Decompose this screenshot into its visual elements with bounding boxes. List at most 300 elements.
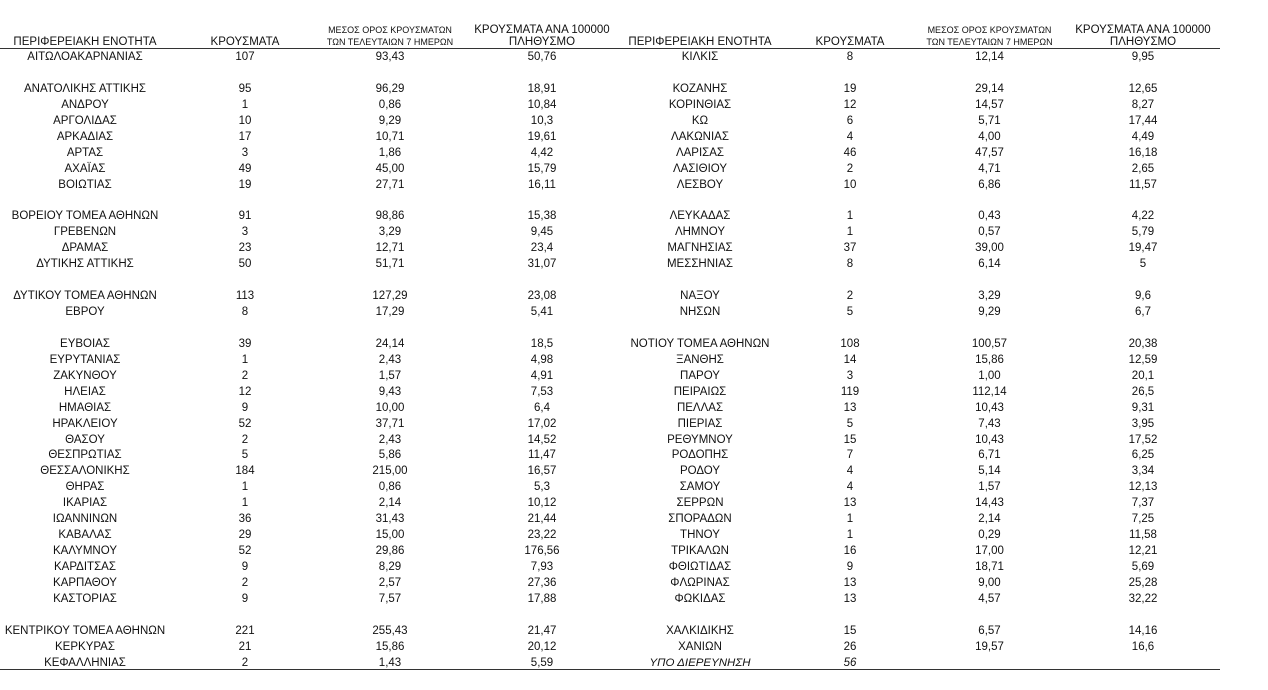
cell-region: ΕΥΡΥΤΑΝΙΑΣ bbox=[49, 353, 121, 366]
table-row bbox=[0, 146, 620, 162]
table-row bbox=[620, 624, 1268, 640]
header-per100k-right-line2: ΠΛΗΘΥΣΜΟ bbox=[1109, 36, 1177, 48]
table-row bbox=[0, 385, 620, 401]
cell-avg7: 6,71 bbox=[978, 449, 1001, 462]
cell-avg7: 3,29 bbox=[378, 226, 402, 239]
table-row bbox=[620, 321, 1268, 337]
cell-region: ΡΟΔΟΥ bbox=[679, 465, 721, 478]
header-region-right: ΠΕΡΙΦΕΡΕΙΑΚΗ ΕΝΟΤΗΤΑ bbox=[628, 36, 772, 48]
cell-avg7: 31,43 bbox=[375, 513, 405, 526]
cell-cases: 10 bbox=[843, 178, 857, 191]
table-row bbox=[0, 624, 620, 640]
cell-cases: 50 bbox=[238, 258, 252, 271]
cell-avg7: 215,00 bbox=[372, 465, 408, 478]
table-row bbox=[0, 528, 620, 544]
cell-avg7: 255,43 bbox=[372, 624, 408, 637]
cell-region: ΧΑΛΚΙΔΙΚΗΣ bbox=[666, 624, 734, 637]
cell-region: ΛΑΡΙΣΑΣ bbox=[675, 146, 725, 159]
table-row bbox=[620, 82, 1268, 98]
table-row bbox=[0, 496, 620, 512]
cell-region: ΒΟΡΕΙΟΥ ΤΟΜΕΑ ΑΘΗΝΩΝ bbox=[11, 210, 159, 223]
table-row bbox=[620, 480, 1268, 496]
cell-region: ΓΡΕΒΕΝΩΝ bbox=[53, 226, 117, 239]
cell-cases: 1 bbox=[846, 210, 854, 223]
table-row bbox=[620, 464, 1268, 480]
cell-avg7: 19,57 bbox=[975, 640, 1004, 653]
cell-cases: 108 bbox=[840, 337, 860, 350]
cell-per100k: 15,38 bbox=[527, 210, 557, 223]
cell-avg7: 6,86 bbox=[978, 178, 1001, 191]
cell-avg7: 51,71 bbox=[375, 258, 405, 271]
table-row bbox=[0, 353, 620, 369]
table-row bbox=[0, 289, 620, 305]
cell-per100k: 7,53 bbox=[530, 385, 554, 398]
cell-avg7: 29,86 bbox=[375, 545, 405, 558]
cell-per100k: 20,1 bbox=[1131, 369, 1155, 382]
cell-avg7: 47,57 bbox=[975, 146, 1004, 159]
cell-cases: 2 bbox=[241, 576, 249, 589]
header-per100k-right bbox=[1068, 24, 1218, 48]
cell-region: ΑΡΤΑΣ bbox=[66, 146, 104, 159]
cell-region: ΠΕΛΛΑΣ bbox=[676, 401, 724, 414]
cell-region: ΑΡΚΑΔΙΑΣ bbox=[56, 130, 114, 143]
cell-avg7: 4,57 bbox=[978, 592, 1001, 605]
cell-cases: 2 bbox=[846, 290, 854, 303]
cell-per100k: 16,18 bbox=[1128, 146, 1158, 159]
table-row bbox=[0, 592, 620, 608]
header-avg7-line2: ΤΩΝ ΤΕΛΕΥΤΑΙΩΝ 7 ΗΜΕΡΩΝ bbox=[326, 37, 454, 47]
cell-avg7: 2,57 bbox=[378, 576, 402, 589]
cell-per100k: 21,47 bbox=[527, 624, 557, 637]
cell-region: ΜΕΣΣΗΝΙΑΣ bbox=[666, 258, 734, 271]
table-row bbox=[620, 337, 1268, 353]
header-region: ΠΕΡΙΦΕΡΕΙΑΚΗ ΕΝΟΤΗΤΑ bbox=[13, 36, 157, 48]
cell-cases: 2 bbox=[846, 162, 854, 175]
cell-avg7: 29,14 bbox=[975, 82, 1004, 95]
table-row bbox=[620, 512, 1268, 528]
cell-region: ΜΑΓΝΗΣΙΑΣ bbox=[667, 242, 733, 255]
cell-cases: 5 bbox=[846, 417, 854, 430]
table-row bbox=[0, 337, 620, 353]
cell-region: ΛΗΜΝΟΥ bbox=[674, 226, 726, 239]
cell-per100k: 4,22 bbox=[1131, 210, 1155, 223]
cell-avg7: 39,00 bbox=[975, 242, 1004, 255]
header-divider-left bbox=[0, 48, 620, 49]
cell-cases: 52 bbox=[238, 545, 252, 558]
table-row bbox=[0, 82, 620, 98]
cell-cases: 36 bbox=[238, 513, 252, 526]
cell-per100k: 3,95 bbox=[1131, 417, 1155, 430]
cell-cases: 12 bbox=[238, 385, 252, 398]
cell-region: ΦΘΙΩΤΙΔΑΣ bbox=[668, 561, 732, 573]
cell-per100k: 4,49 bbox=[1131, 130, 1155, 143]
cell-avg7: 9,43 bbox=[378, 385, 402, 398]
cell-per100k: 5,59 bbox=[530, 656, 554, 669]
header-per100k-right-line1: ΚΡΟΥΣΜΑΤΑ ΑΝΑ 100000 bbox=[1075, 24, 1211, 36]
table-row bbox=[0, 369, 620, 385]
cell-cases: 4 bbox=[846, 481, 854, 494]
cell-per100k: 5,79 bbox=[1131, 226, 1155, 239]
cell-cases: 3 bbox=[846, 369, 854, 382]
table-row bbox=[620, 50, 1268, 66]
cell-avg7: 18,71 bbox=[975, 561, 1004, 573]
cell-avg7: 1,57 bbox=[978, 481, 1001, 494]
cell-region: ΚΟΖΑΝΗΣ bbox=[672, 82, 728, 95]
cell-cases: 13 bbox=[843, 576, 857, 589]
cell-cases: 2 bbox=[241, 656, 249, 669]
cell-per100k: 23,22 bbox=[527, 529, 557, 542]
cell-per100k: 6,25 bbox=[1131, 449, 1155, 462]
table-row bbox=[620, 225, 1268, 241]
cell-per100k: 4,42 bbox=[530, 146, 554, 159]
right-rows bbox=[620, 50, 1268, 672]
cell-cases: 46 bbox=[843, 146, 857, 159]
cell-per100k: 11,58 bbox=[1129, 529, 1157, 542]
cell-avg7: 2,14 bbox=[378, 497, 402, 510]
table-row bbox=[620, 289, 1268, 305]
cell-per100k: 18,5 bbox=[530, 337, 554, 350]
table-row bbox=[620, 98, 1268, 114]
cell-region: ΛΕΣΒΟΥ bbox=[676, 178, 724, 191]
cell-cases: 1 bbox=[241, 481, 249, 494]
cell-avg7: 3,29 bbox=[978, 290, 1001, 303]
cell-per100k: 10,12 bbox=[527, 497, 557, 510]
cell-cases: 8 bbox=[846, 51, 854, 63]
cell-avg7: 37,71 bbox=[375, 417, 405, 430]
table-row bbox=[620, 114, 1268, 130]
table-row bbox=[0, 241, 620, 257]
cell-avg7: 10,71 bbox=[375, 130, 405, 143]
table-row bbox=[620, 640, 1268, 656]
cell-avg7: 6,57 bbox=[978, 624, 1001, 637]
cell-per100k: 9,6 bbox=[1135, 290, 1151, 303]
cell-region: ΚΑΣΤΟΡΙΑΣ bbox=[53, 592, 117, 605]
table-row bbox=[620, 401, 1268, 417]
table-row bbox=[0, 162, 620, 178]
table-row bbox=[620, 544, 1268, 560]
cell-region: ΛΑΚΩΝΙΑΣ bbox=[671, 130, 729, 143]
cell-region: ΑΧΑΪΑΣ bbox=[64, 162, 106, 175]
cell-region: ΗΡΑΚΛΕΙΟΥ bbox=[52, 417, 118, 430]
cell-cases: 107 bbox=[235, 51, 255, 63]
cell-per100k: 16,6 bbox=[1131, 640, 1155, 653]
cell-avg7: 27,71 bbox=[375, 178, 405, 191]
cell-cases: 4 bbox=[846, 465, 854, 478]
cell-per100k: 23,08 bbox=[527, 290, 557, 303]
table-row bbox=[620, 146, 1268, 162]
header-cases-right: ΚΡΟΥΣΜΑΤΑ bbox=[815, 36, 885, 48]
header-cases: ΚΡΟΥΣΜΑΤΑ bbox=[210, 36, 280, 48]
cell-per100k: 20,12 bbox=[527, 640, 557, 653]
cell-region: ΛΑΣΙΘΙΟΥ bbox=[672, 162, 728, 175]
cell-per100k: 5,41 bbox=[530, 306, 554, 318]
cell-cases: 9 bbox=[241, 401, 249, 414]
cell-avg7: 96,29 bbox=[375, 82, 405, 95]
cell-per100k: 5,69 bbox=[1131, 561, 1155, 573]
cell-avg7: 4,71 bbox=[978, 162, 1001, 175]
cell-cases: 19 bbox=[843, 82, 857, 95]
cell-region: ΑΝΑΤΟΛΙΚΗΣ ΑΤΤΙΚΗΣ bbox=[23, 82, 146, 95]
cell-avg7: 10,43 bbox=[975, 401, 1004, 414]
cell-cases: 29 bbox=[238, 529, 252, 542]
cell-avg7: 15,86 bbox=[375, 640, 405, 653]
cell-cases: 14 bbox=[843, 353, 857, 366]
table-row bbox=[0, 225, 620, 241]
cell-cases: 221 bbox=[235, 624, 255, 637]
cell-per100k: 9,95 bbox=[1131, 51, 1155, 63]
cell-avg7: 1,57 bbox=[378, 369, 402, 382]
cell-region: ΑΙΤΩΛΟΑΚΑΡΝΑΝΙΑΣ bbox=[27, 51, 143, 63]
header-avg7-right bbox=[912, 24, 1067, 48]
table-row bbox=[0, 480, 620, 496]
cell-cases: 9 bbox=[241, 561, 249, 573]
cell-per100k: 10,3 bbox=[530, 114, 554, 127]
table-row bbox=[0, 209, 620, 225]
cell-region: ΚΑΛΥΜΝΟΥ bbox=[53, 545, 117, 558]
table-row bbox=[0, 448, 620, 464]
table-row bbox=[620, 353, 1268, 369]
cell-per100k: 5,3 bbox=[534, 481, 550, 494]
cell-avg7: 17,29 bbox=[375, 306, 405, 318]
left-rows bbox=[0, 50, 620, 672]
cell-region: ΤΗΝΟΥ bbox=[680, 529, 720, 542]
cell-per100k: 50,76 bbox=[527, 51, 557, 63]
cell-avg7: 7,43 bbox=[978, 417, 1001, 430]
table-row bbox=[620, 608, 1268, 624]
cell-avg7: 17,00 bbox=[975, 545, 1004, 558]
table-row bbox=[620, 193, 1268, 209]
cell-avg7: 5,86 bbox=[378, 449, 402, 462]
table-row bbox=[0, 66, 620, 82]
header-avg7-right-line2: ΤΩΝ ΤΕΛΕΥΤΑΙΩΝ 7 ΗΜΕΡΩΝ bbox=[926, 37, 1053, 47]
cell-per100k: 31,07 bbox=[527, 258, 557, 271]
cell-avg7: 0,43 bbox=[978, 210, 1001, 223]
table-row bbox=[0, 273, 620, 289]
cell-region: ΙΩΑΝΝΙΝΩΝ bbox=[52, 513, 118, 526]
cell-region: ΣΑΜΟΥ bbox=[679, 481, 721, 494]
cell-per100k: 12,59 bbox=[1128, 353, 1158, 366]
bottom-divider bbox=[0, 669, 1220, 670]
table-row bbox=[620, 448, 1268, 464]
cell-cases: 6 bbox=[846, 114, 854, 127]
cell-per100k: 4,98 bbox=[530, 353, 554, 366]
cell-region: ΠΕΙΡΑΙΩΣ bbox=[673, 385, 727, 398]
cell-cases: 2 bbox=[241, 433, 249, 446]
cell-avg7: 127,29 bbox=[372, 290, 408, 303]
table-row bbox=[0, 50, 620, 66]
cell-per100k: 12,65 bbox=[1128, 82, 1158, 95]
table-row bbox=[620, 385, 1268, 401]
table-row bbox=[620, 496, 1268, 512]
cell-cases: 16 bbox=[843, 545, 857, 558]
header-per100k-line2: ΠΛΗΘΥΣΜΟ bbox=[508, 36, 576, 48]
cell-per100k: 9,31 bbox=[1131, 401, 1155, 414]
cell-avg7: 2,14 bbox=[978, 513, 1001, 526]
cell-per100k: 23,4 bbox=[530, 242, 554, 255]
table-row bbox=[620, 433, 1268, 449]
cell-region: ΚΟΡΙΝΘΙΑΣ bbox=[668, 98, 732, 111]
table-row bbox=[620, 257, 1268, 273]
cell-per100k: 26,5 bbox=[1131, 385, 1155, 398]
table-row bbox=[0, 401, 620, 417]
cell-region: ΝΑΞΟΥ bbox=[680, 290, 720, 303]
table-row bbox=[0, 544, 620, 560]
cell-region: ΠΙΕΡΙΑΣ bbox=[677, 417, 723, 430]
cell-avg7: 12,71 bbox=[375, 242, 405, 255]
cell-region: ΚΑΒΑΛΑΣ bbox=[58, 529, 112, 542]
cell-avg7: 45,00 bbox=[375, 162, 405, 175]
cell-region: ΚΕΝΤΡΙΚΟΥ ΤΟΜΕΑ ΑΘΗΝΩΝ bbox=[4, 624, 166, 637]
cell-region: ΔΡΑΜΑΣ bbox=[61, 242, 109, 255]
cell-cases: 7 bbox=[846, 449, 854, 462]
cell-per100k: 17,52 bbox=[1128, 433, 1158, 446]
cell-avg7: 9,00 bbox=[978, 576, 1001, 589]
cell-per100k: 12,21 bbox=[1128, 545, 1158, 558]
cell-cases: 1 bbox=[846, 513, 854, 526]
table-row bbox=[620, 592, 1268, 608]
table-row bbox=[620, 241, 1268, 257]
header-avg7-line1: ΜΕΣΟΣ ΟΡΟΣ ΚΡΟΥΣΜΑΤΩΝ bbox=[328, 25, 452, 35]
cell-per100k: 8,27 bbox=[1131, 98, 1155, 111]
cell-cases: 26 bbox=[843, 640, 857, 653]
cell-avg7: 2,43 bbox=[378, 353, 402, 366]
cell-per100k: 11,47 bbox=[528, 449, 556, 462]
cell-cases: 5 bbox=[846, 306, 854, 318]
cell-region: ΘΑΣΟΥ bbox=[65, 433, 105, 446]
cell-region: ΝΟΤΙΟΥ ΤΟΜΕΑ ΑΘΗΝΩΝ bbox=[630, 337, 770, 350]
cell-avg7: 8,29 bbox=[378, 561, 402, 573]
cell-avg7: 6,14 bbox=[978, 258, 1001, 271]
cell-region: ΖΑΚΥΝΘΟΥ bbox=[53, 369, 117, 382]
cell-region: ΡΟΔΟΠΗΣ bbox=[671, 449, 729, 462]
cell-region: ΗΜΑΘΙΑΣ bbox=[58, 401, 112, 414]
table-row bbox=[0, 178, 620, 194]
cell-per100k: 19,61 bbox=[527, 130, 557, 143]
table-row bbox=[620, 209, 1268, 225]
cell-per100k: 16,11 bbox=[528, 178, 556, 191]
cell-avg7: 0,57 bbox=[978, 226, 1001, 239]
table-row bbox=[620, 560, 1268, 576]
cell-per100k: 7,93 bbox=[530, 561, 554, 573]
cell-cases: 1 bbox=[241, 353, 249, 366]
cell-cases: 3 bbox=[241, 146, 249, 159]
cell-per100k: 7,37 bbox=[1131, 497, 1155, 510]
cell-cases: 95 bbox=[238, 82, 252, 95]
cell-cases: 13 bbox=[843, 401, 857, 414]
cell-avg7: 15,86 bbox=[975, 353, 1004, 366]
cell-cases: 1 bbox=[846, 226, 854, 239]
cell-avg7: 4,00 bbox=[978, 130, 1001, 143]
cell-cases: 4 bbox=[846, 130, 854, 143]
cell-cases: 10 bbox=[238, 114, 252, 127]
cell-avg7: 100,57 bbox=[971, 337, 1008, 350]
cell-cases: 113 bbox=[235, 290, 255, 303]
cell-region: ΥΠΟ ΔΙΕΡΕΥΝΗΣΗ bbox=[649, 656, 751, 669]
cell-per100k: 16,57 bbox=[527, 465, 557, 478]
cell-per100k: 5 bbox=[1139, 258, 1147, 271]
cell-region: ΚΕΡΚΥΡΑΣ bbox=[55, 640, 115, 653]
cell-region: ΣΕΡΡΩΝ bbox=[676, 497, 724, 510]
cell-region: ΤΡΙΚΑΛΩΝ bbox=[671, 545, 729, 558]
cell-cases: 37 bbox=[843, 242, 857, 255]
cell-region: ΕΥΒΟΙΑΣ bbox=[60, 337, 110, 350]
cell-per100k: 7,25 bbox=[1131, 513, 1155, 526]
cell-cases: 19 bbox=[238, 178, 252, 191]
table-row bbox=[620, 178, 1268, 194]
cell-avg7: 2,43 bbox=[378, 433, 402, 446]
cell-region: ΦΩΚΙΔΑΣ bbox=[674, 592, 726, 605]
cell-per100k: 3,34 bbox=[1131, 465, 1155, 478]
cell-avg7: 5,71 bbox=[978, 114, 1001, 127]
cell-cases: 2 bbox=[241, 369, 249, 382]
cell-per100k: 17,44 bbox=[1128, 114, 1158, 127]
cell-cases: 15 bbox=[843, 624, 857, 637]
table-row bbox=[0, 464, 620, 480]
cell-region: ΙΚΑΡΙΑΣ bbox=[62, 497, 108, 510]
table-row bbox=[620, 162, 1268, 178]
table-row bbox=[0, 130, 620, 146]
cell-region: ΡΕΘΥΜΝΟΥ bbox=[667, 433, 733, 446]
cell-per100k: 14,16 bbox=[1128, 624, 1158, 637]
cell-region: ΚΕΦΑΛΛΗΝΙΑΣ bbox=[44, 656, 126, 669]
cell-cases: 1 bbox=[241, 98, 249, 111]
table-row bbox=[620, 576, 1268, 592]
table-row bbox=[620, 369, 1268, 385]
table-row bbox=[0, 193, 620, 209]
cell-per100k: 27,36 bbox=[527, 576, 557, 589]
cell-cases: 1 bbox=[241, 497, 249, 510]
cell-cases: 39 bbox=[238, 337, 252, 350]
cell-region: ΑΡΓΟΛΙΔΑΣ bbox=[53, 114, 117, 127]
cell-per100k: 15,79 bbox=[527, 162, 557, 175]
cell-per100k: 10,84 bbox=[527, 98, 557, 111]
cell-region: ΒΟΙΩΤΙΑΣ bbox=[58, 178, 112, 191]
cell-region: ΚΩ bbox=[691, 114, 709, 127]
header-per100k-line1: ΚΡΟΥΣΜΑΤΑ ΑΝΑ 100000 bbox=[474, 24, 610, 36]
table-row bbox=[0, 512, 620, 528]
cell-region: ΘΕΣΠΡΩΤΙΑΣ bbox=[48, 449, 122, 462]
cell-avg7: 1,00 bbox=[978, 369, 1001, 382]
table-row bbox=[0, 305, 620, 321]
cell-avg7: 112,14 bbox=[972, 385, 1007, 398]
cell-avg7: 98,86 bbox=[375, 210, 405, 223]
cell-avg7: 93,43 bbox=[375, 51, 405, 63]
cell-region: ΣΠΟΡΑΔΩΝ bbox=[668, 513, 732, 526]
cell-region: ΚΑΡΔΙΤΣΑΣ bbox=[54, 561, 116, 573]
table-row bbox=[620, 130, 1268, 146]
cell-per100k: 6,4 bbox=[534, 401, 550, 414]
cell-region: ΔΥΤΙΚΟΥ ΤΟΜΕΑ ΑΘΗΝΩΝ bbox=[13, 290, 157, 303]
cell-cases: 9 bbox=[241, 592, 249, 605]
cell-avg7: 0,86 bbox=[378, 481, 402, 494]
cell-avg7: 10,43 bbox=[975, 433, 1004, 446]
cell-per100k: 21,44 bbox=[527, 513, 557, 526]
cell-per100k: 11,57 bbox=[1129, 178, 1157, 191]
cell-cases: 52 bbox=[238, 417, 252, 430]
table-row bbox=[620, 273, 1268, 289]
cell-cases: 23 bbox=[238, 242, 252, 255]
cell-cases: 15 bbox=[843, 433, 857, 446]
cell-cases: 13 bbox=[843, 592, 857, 605]
cell-avg7: 12,14 bbox=[975, 51, 1004, 63]
cell-cases: 8 bbox=[241, 306, 249, 318]
cell-region: ΘΕΣΣΑΛΟΝΙΚΗΣ bbox=[40, 465, 130, 478]
cell-region: ΠΑΡΟΥ bbox=[680, 369, 720, 382]
cell-per100k: 14,52 bbox=[527, 433, 557, 446]
cell-cases: 49 bbox=[238, 162, 252, 175]
cell-avg7: 15,00 bbox=[375, 529, 405, 542]
cell-cases: 91 bbox=[238, 210, 252, 223]
